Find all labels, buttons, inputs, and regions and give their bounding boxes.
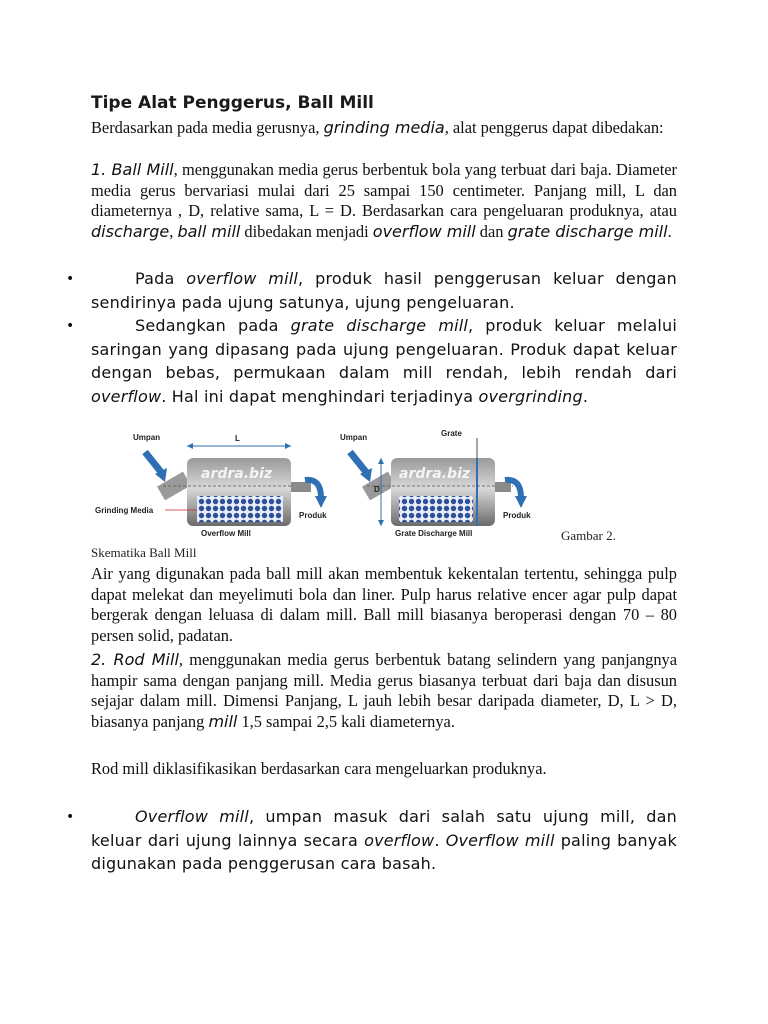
bullet-emphasis-overgrinding: overgrinding bbox=[478, 386, 583, 406]
bullet-emphasis-2: overflow bbox=[364, 830, 435, 850]
water-paragraph: Air yang digunakan pada ball mill akan membentuk kekentalan tertentu, sehingga pulp dapat melekat dan meyelimuti bola dan liner. Pulp harus relative encer agar pulp dapat bergerak dengan leluasa di dalam mill. Ball mill biasanya beroperasi dengan 70 – 80 persen solid, padatan. bbox=[91, 564, 677, 645]
ball-mill-emphasis-overflow: overflow mill bbox=[372, 221, 476, 241]
bullet-text-2: . bbox=[434, 830, 446, 850]
bullet-text-2: , produk keluar melalui saringan yang dipasang pada ujung pengeluaran. Produk dapat keluar dengan bebas, permukaan dalam mill rendah, lebih rendah dari bbox=[91, 316, 677, 383]
label-umpan-right: Umpan bbox=[340, 433, 368, 442]
label-grinding-media: Grinding Media bbox=[95, 506, 154, 515]
watermark-left: ardra.biz bbox=[201, 466, 273, 482]
rod-classify-paragraph: Rod mill diklasifikasikan berdasarkan cara mengeluarkan produknya. bbox=[91, 759, 547, 778]
grate-discharge-mill-drawing bbox=[340, 429, 531, 538]
bullet-emphasis-1: Overflow mill bbox=[135, 807, 249, 826]
watermark-right: ardra.biz bbox=[399, 466, 471, 482]
rod-mill-emphasis: mill bbox=[208, 711, 238, 731]
rod-mill-text: , menggunakan media gerus berbentuk batang selindern yang panjangnya hampir sama dengan panjang mill. Media gerus biasanya terbuat dari baja dan disusun sejajar dalam mill. Dimensi Panjang, L jauh lebih besar daripada diameter, D, L > D, biasanya panjang bbox=[91, 650, 678, 731]
intro-text: Berdasarkan pada media gerusnya, bbox=[91, 118, 324, 137]
label-umpan-left: Umpan bbox=[133, 433, 161, 442]
bullet-text-end: , produk hasil penggerusan keluar dengan sendirinya pada ujung satunya, ujung pengeluaran. bbox=[91, 269, 677, 312]
page-title: Tipe Alat Penggerus, Ball Mill bbox=[91, 93, 374, 113]
feed-arrow-right bbox=[350, 452, 366, 472]
overflow-mill-drawing bbox=[95, 433, 327, 538]
bullet-text: Pada bbox=[135, 269, 187, 288]
bullet-point: • bbox=[66, 318, 75, 334]
rod-mill-text-end: 1,5 sampai 2,5 kali diameternya. bbox=[237, 711, 455, 731]
figure-caption-title: Skematika Ball Mill bbox=[91, 545, 197, 560]
bullet-point: • bbox=[66, 271, 75, 287]
rod-mill-paragraph bbox=[91, 650, 677, 732]
label-produk-left: Produk bbox=[299, 511, 327, 520]
feed-arrow-left bbox=[145, 452, 161, 472]
label-diameter: D bbox=[374, 485, 380, 494]
ball-mill-paragraph bbox=[91, 160, 677, 242]
intro-emphasis: grinding media bbox=[323, 118, 445, 137]
grinding-media-balls-right bbox=[399, 496, 473, 522]
ball-mill-emphasis-discharge: discharge bbox=[91, 221, 170, 241]
label-grate-discharge-mill: Grate Discharge Mill bbox=[395, 529, 473, 538]
label-overflow-mill: Overflow Mill bbox=[201, 529, 251, 538]
ball-mill-text-end: . bbox=[667, 221, 672, 241]
rod-mill-heading: 2. Rod Mill bbox=[91, 650, 179, 669]
bullet-emphasis-overflow: overflow bbox=[91, 386, 162, 406]
label-length: L bbox=[235, 434, 240, 443]
label-produk-right: Produk bbox=[503, 511, 531, 520]
bullet-text-3: . Hal ini dapat menghindari terjadinya bbox=[161, 386, 479, 406]
figure-caption-number: Gambar 2. bbox=[561, 528, 616, 543]
ball-mill-text-2: dibedakan menjadi bbox=[240, 221, 373, 241]
ball-mill-text-3: dan bbox=[475, 221, 508, 241]
bullet-text-end: . bbox=[582, 386, 589, 406]
intro-paragraph bbox=[91, 118, 677, 139]
grinding-media-balls-left bbox=[197, 496, 283, 522]
ball-mill-emphasis-grate: grate discharge mill bbox=[507, 221, 668, 241]
intro-text-end: , alat penggerus dapat dibedakan: bbox=[444, 118, 664, 137]
bullet-overflow bbox=[91, 267, 677, 314]
bullet-emphasis-grate: grate discharge mill bbox=[290, 316, 469, 335]
bullet-grate bbox=[91, 314, 677, 408]
label-grate: Grate bbox=[441, 429, 462, 438]
ball-mill-comma: , bbox=[169, 221, 178, 241]
ball-mill-schematic bbox=[93, 428, 553, 540]
ball-mill-text: , menggunakan media gerus berbentuk bola yang terbuat dari baja. Diameter media gerus bervariasi mulai dari 25 sampai 150 centimeter. Panjang mill, L dan diameternya , D, relative sama, L = D. Berdasarkan cara pengeluaran produknya, atau bbox=[91, 160, 677, 221]
ball-mill-heading: 1. Ball Mill bbox=[91, 160, 174, 179]
bullet-emphasis: overflow mill bbox=[186, 269, 299, 288]
bullet-text-end: paling banyak digunakan pada penggerusan cara basah. bbox=[91, 830, 678, 874]
bullet-point: • bbox=[66, 809, 75, 825]
ball-mill-emphasis-ball-mill: ball mill bbox=[177, 221, 241, 241]
bullet-text: Sedangkan pada bbox=[135, 316, 291, 335]
bullet-emphasis-3: Overflow mill bbox=[445, 830, 555, 850]
bullet-text: , umpan masuk dari salah satu ujung mill, dan keluar dari ujung lainnya secara bbox=[91, 807, 677, 850]
bullet-overflow-rod bbox=[91, 805, 677, 876]
